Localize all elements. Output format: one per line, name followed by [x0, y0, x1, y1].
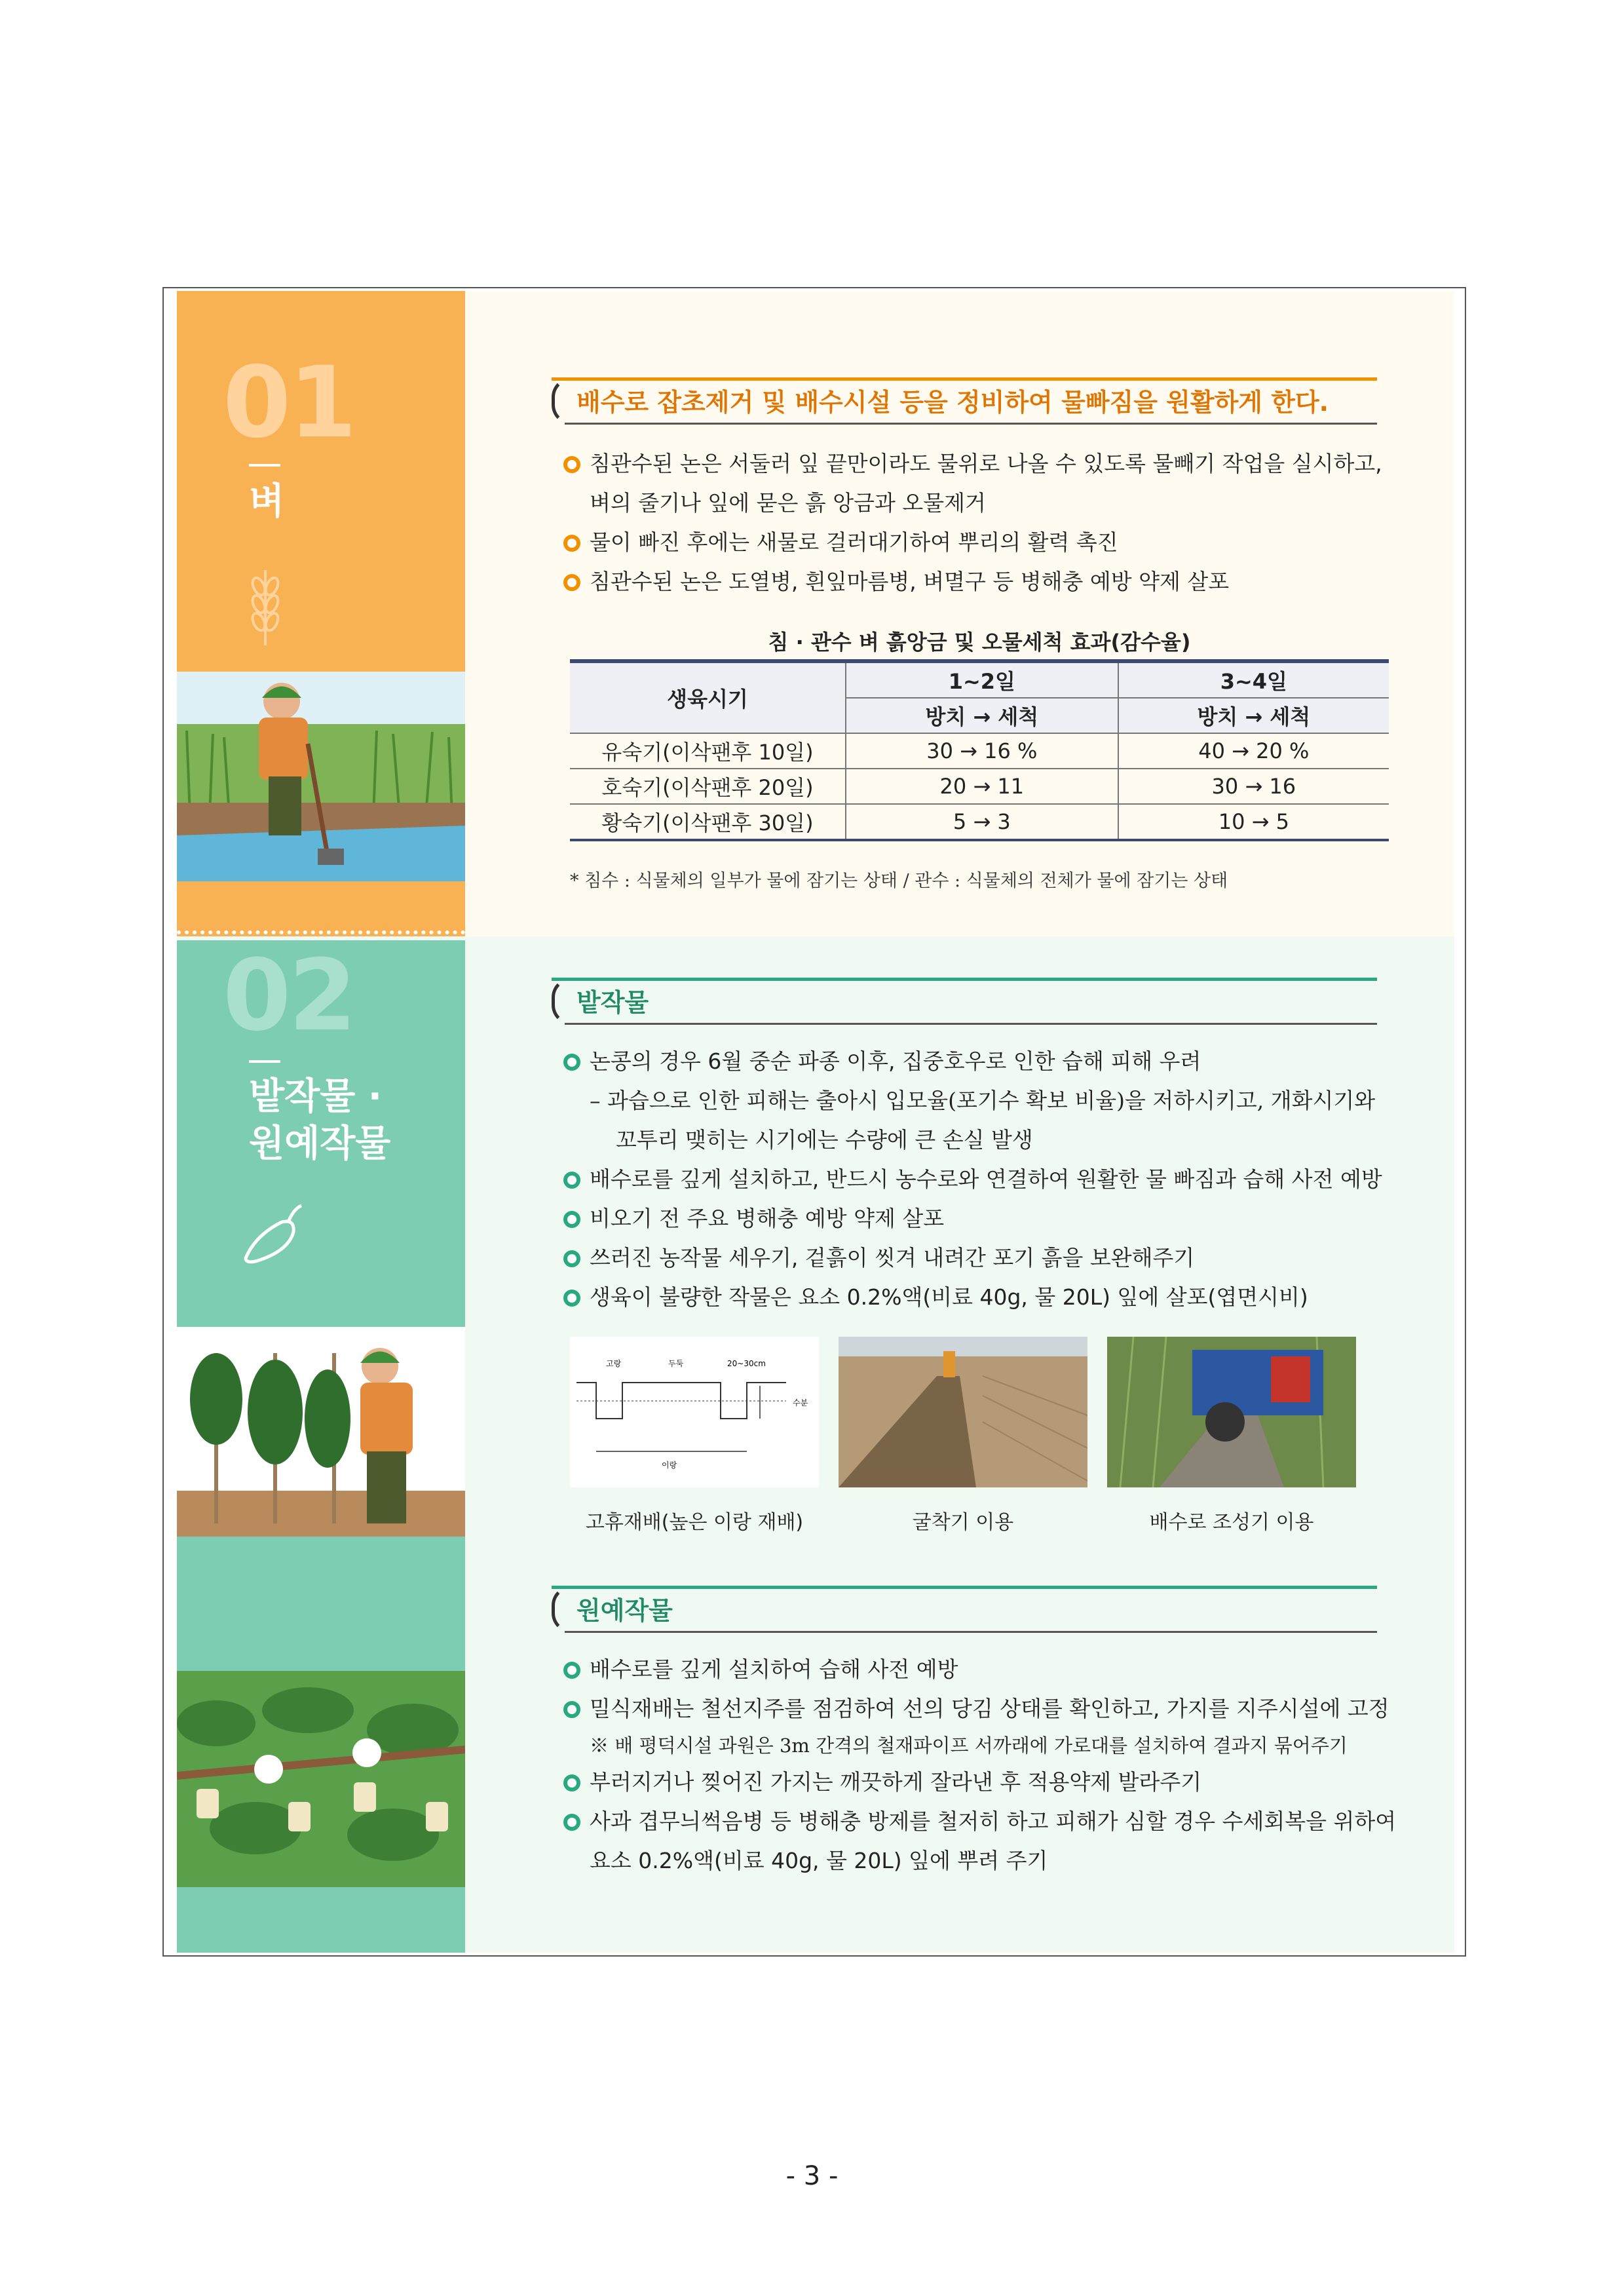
- table-row: [570, 769, 1389, 804]
- list-item: 배수로를 깊게 설치하고, 반드시 농수로와 연결하여 원활한 물 빠짐과 습해 사전 예방: [563, 1160, 1402, 1199]
- list-item-note: ※ 배 평덕시설 과원은 3m 간격의 철재파이프 서까래에 가로대를 설치하여 결과지 묶어주기: [590, 1734, 1348, 1757]
- rice-section-heading: [552, 377, 1377, 425]
- table-cell: 10 → 5: [1118, 804, 1389, 840]
- list-item-continuation: 벼의 줄기나 잎에 묻은 흙 앙금과 오물제거: [590, 490, 986, 516]
- horticulture-bullet-list: [563, 1650, 1402, 1881]
- list-item: 밀식재배는 철선지주를 점검하여 선의 당김 상태를 확인하고, 가지를 지주시설에 고정: [563, 1689, 1402, 1729]
- table-footnote: * 침수 : 식물체의 일부가 물에 잠기는 상태 / 관수 : 식물체의 전체가 물에 잠기는 상태: [570, 871, 1228, 891]
- list-item: 배수로를 깊게 설치하여 습해 사전 예방: [563, 1650, 1402, 1689]
- sidebar-dash: [249, 464, 280, 467]
- list-item: 침관수된 논은 도열병, 흰잎마름병, 벼멸구 등 병해충 예방 약제 살포: [563, 562, 1402, 602]
- field-crops-bullet-list: [563, 1042, 1402, 1317]
- list-item: 침관수된 논은 서둘러 잎 끝만이라도 물위로 나올 수 있도록 물빼기 작업을 실시하고,: [563, 444, 1402, 484]
- list-item: 논콩의 경우 6월 중순 파종 이후, 집중호우로 인한 습해 피해 우려: [563, 1042, 1402, 1081]
- list-item: 부러지거나 찢어진 가지는 깨끗하게 잘라낸 후 적용약제 발라주기: [563, 1763, 1402, 1802]
- section-divider: [177, 930, 465, 934]
- washing-effect-table: [570, 659, 1389, 841]
- table-row: [570, 804, 1389, 840]
- section-number-02: 02: [223, 939, 354, 1053]
- diagram-label-width: 이랑: [662, 1461, 677, 1470]
- diagram-label-bed: 두둑: [668, 1359, 684, 1368]
- table-cell: 호숙기(이삭팬후 20일): [570, 769, 846, 804]
- table-header-period1: 1~2일: [846, 661, 1118, 698]
- rice-heading-text: 배수로 잡초제거 및 배수시설 등을 정비하여 물빠짐을 원활하게 한다.: [576, 388, 1329, 417]
- table-cell: 황숙기(이삭팬후 30일): [570, 804, 846, 840]
- farmer-stake-illustration: [177, 1327, 465, 1537]
- rice-side-title: 벼: [249, 480, 285, 523]
- list-item-sub: 꼬투리 맺히는 시기에는 수량에 큰 손실 발생: [616, 1127, 1033, 1153]
- rice-bullet-list: [563, 444, 1402, 602]
- photo-caption: 굴착기 이용: [912, 1511, 1014, 1534]
- table-subheader-1: 방치 → 세척: [846, 698, 1118, 733]
- sidebar-dash: [249, 1060, 280, 1063]
- photo-caption: 고휴재배(높은 이랑 재배): [585, 1511, 804, 1534]
- list-item: 물이 빠진 후에는 새물로 걸러대기하여 뿌리의 활력 촉진: [563, 523, 1402, 562]
- list-item-continuation: 요소 0.2%액(비료 40g, 물 20L) 잎에 뿌려 주기: [590, 1848, 1048, 1873]
- list-item-sub: – 과습으로 인한 피해는 출아시 입모율(포기수 확보 비율)을 저하시키고, 개화시기와: [590, 1088, 1376, 1113]
- table-cell: 30 → 16 %: [846, 733, 1118, 769]
- upland-side-title-2: 원예작물: [249, 1122, 391, 1165]
- content-frame: [162, 287, 1466, 1957]
- table-cell: 유숙기(이삭팬후 10일): [570, 733, 846, 769]
- high-ridge-diagram: [570, 1337, 819, 1487]
- table-cell: 20 → 11: [846, 769, 1118, 804]
- table-cell: 5 → 3: [846, 804, 1118, 840]
- table-row: [570, 733, 1389, 769]
- list-item: 쓰러진 농작물 세우기, 겉흙이 씻겨 내려간 포기 흙을 보완해주기: [563, 1238, 1402, 1278]
- table-cell: 40 → 20 %: [1118, 733, 1389, 769]
- branch-tying-illustration: [177, 1671, 465, 1953]
- horticulture-heading-text: 원예작물: [576, 1596, 673, 1625]
- table-caption: 침 · 관수 벼 흙앙금 및 오물세척 효과(감수율): [768, 630, 1191, 655]
- list-item: 비오기 전 주요 병해충 예방 약제 살포: [563, 1199, 1402, 1238]
- diagram-label-ridge: 고랑: [606, 1359, 622, 1368]
- table-subheader-2: 방치 → 세척: [1118, 698, 1389, 733]
- table-header-period2: 3~4일: [1118, 661, 1389, 698]
- pepper-icon: [236, 1196, 308, 1268]
- rice-ear-icon: [246, 564, 285, 649]
- table-cell: 30 → 16: [1118, 769, 1389, 804]
- photo-caption: 배수로 조성기 이용: [1149, 1511, 1314, 1534]
- field-crops-heading: [552, 978, 1377, 1025]
- diagram-label-water: 수분: [793, 1398, 808, 1407]
- diagram-label-depth: 20~30cm: [727, 1359, 766, 1368]
- farmer-paddy-illustration: [177, 672, 465, 881]
- field-crops-heading-text: 밭작물: [576, 988, 649, 1017]
- section-number-01: 01: [223, 346, 354, 460]
- upland-side-title-1: 밭작물 ·: [249, 1075, 383, 1118]
- horticulture-heading: [552, 1586, 1377, 1633]
- page-number: - 3 -: [785, 2161, 839, 2191]
- drainage-machine-photo: [1107, 1337, 1356, 1487]
- list-item: 사과 겹무늬썩음병 등 병해충 방제를 철저히 하고 피해가 심할 경우 수세회복을 위하여: [563, 1802, 1402, 1841]
- list-item: 생육이 불량한 작물은 요소 0.2%액(비료 40g, 물 20L) 잎에 살포(엽면시비): [563, 1278, 1402, 1317]
- excavator-photo: [839, 1337, 1087, 1487]
- table-header-stage: 생육시기: [570, 661, 846, 733]
